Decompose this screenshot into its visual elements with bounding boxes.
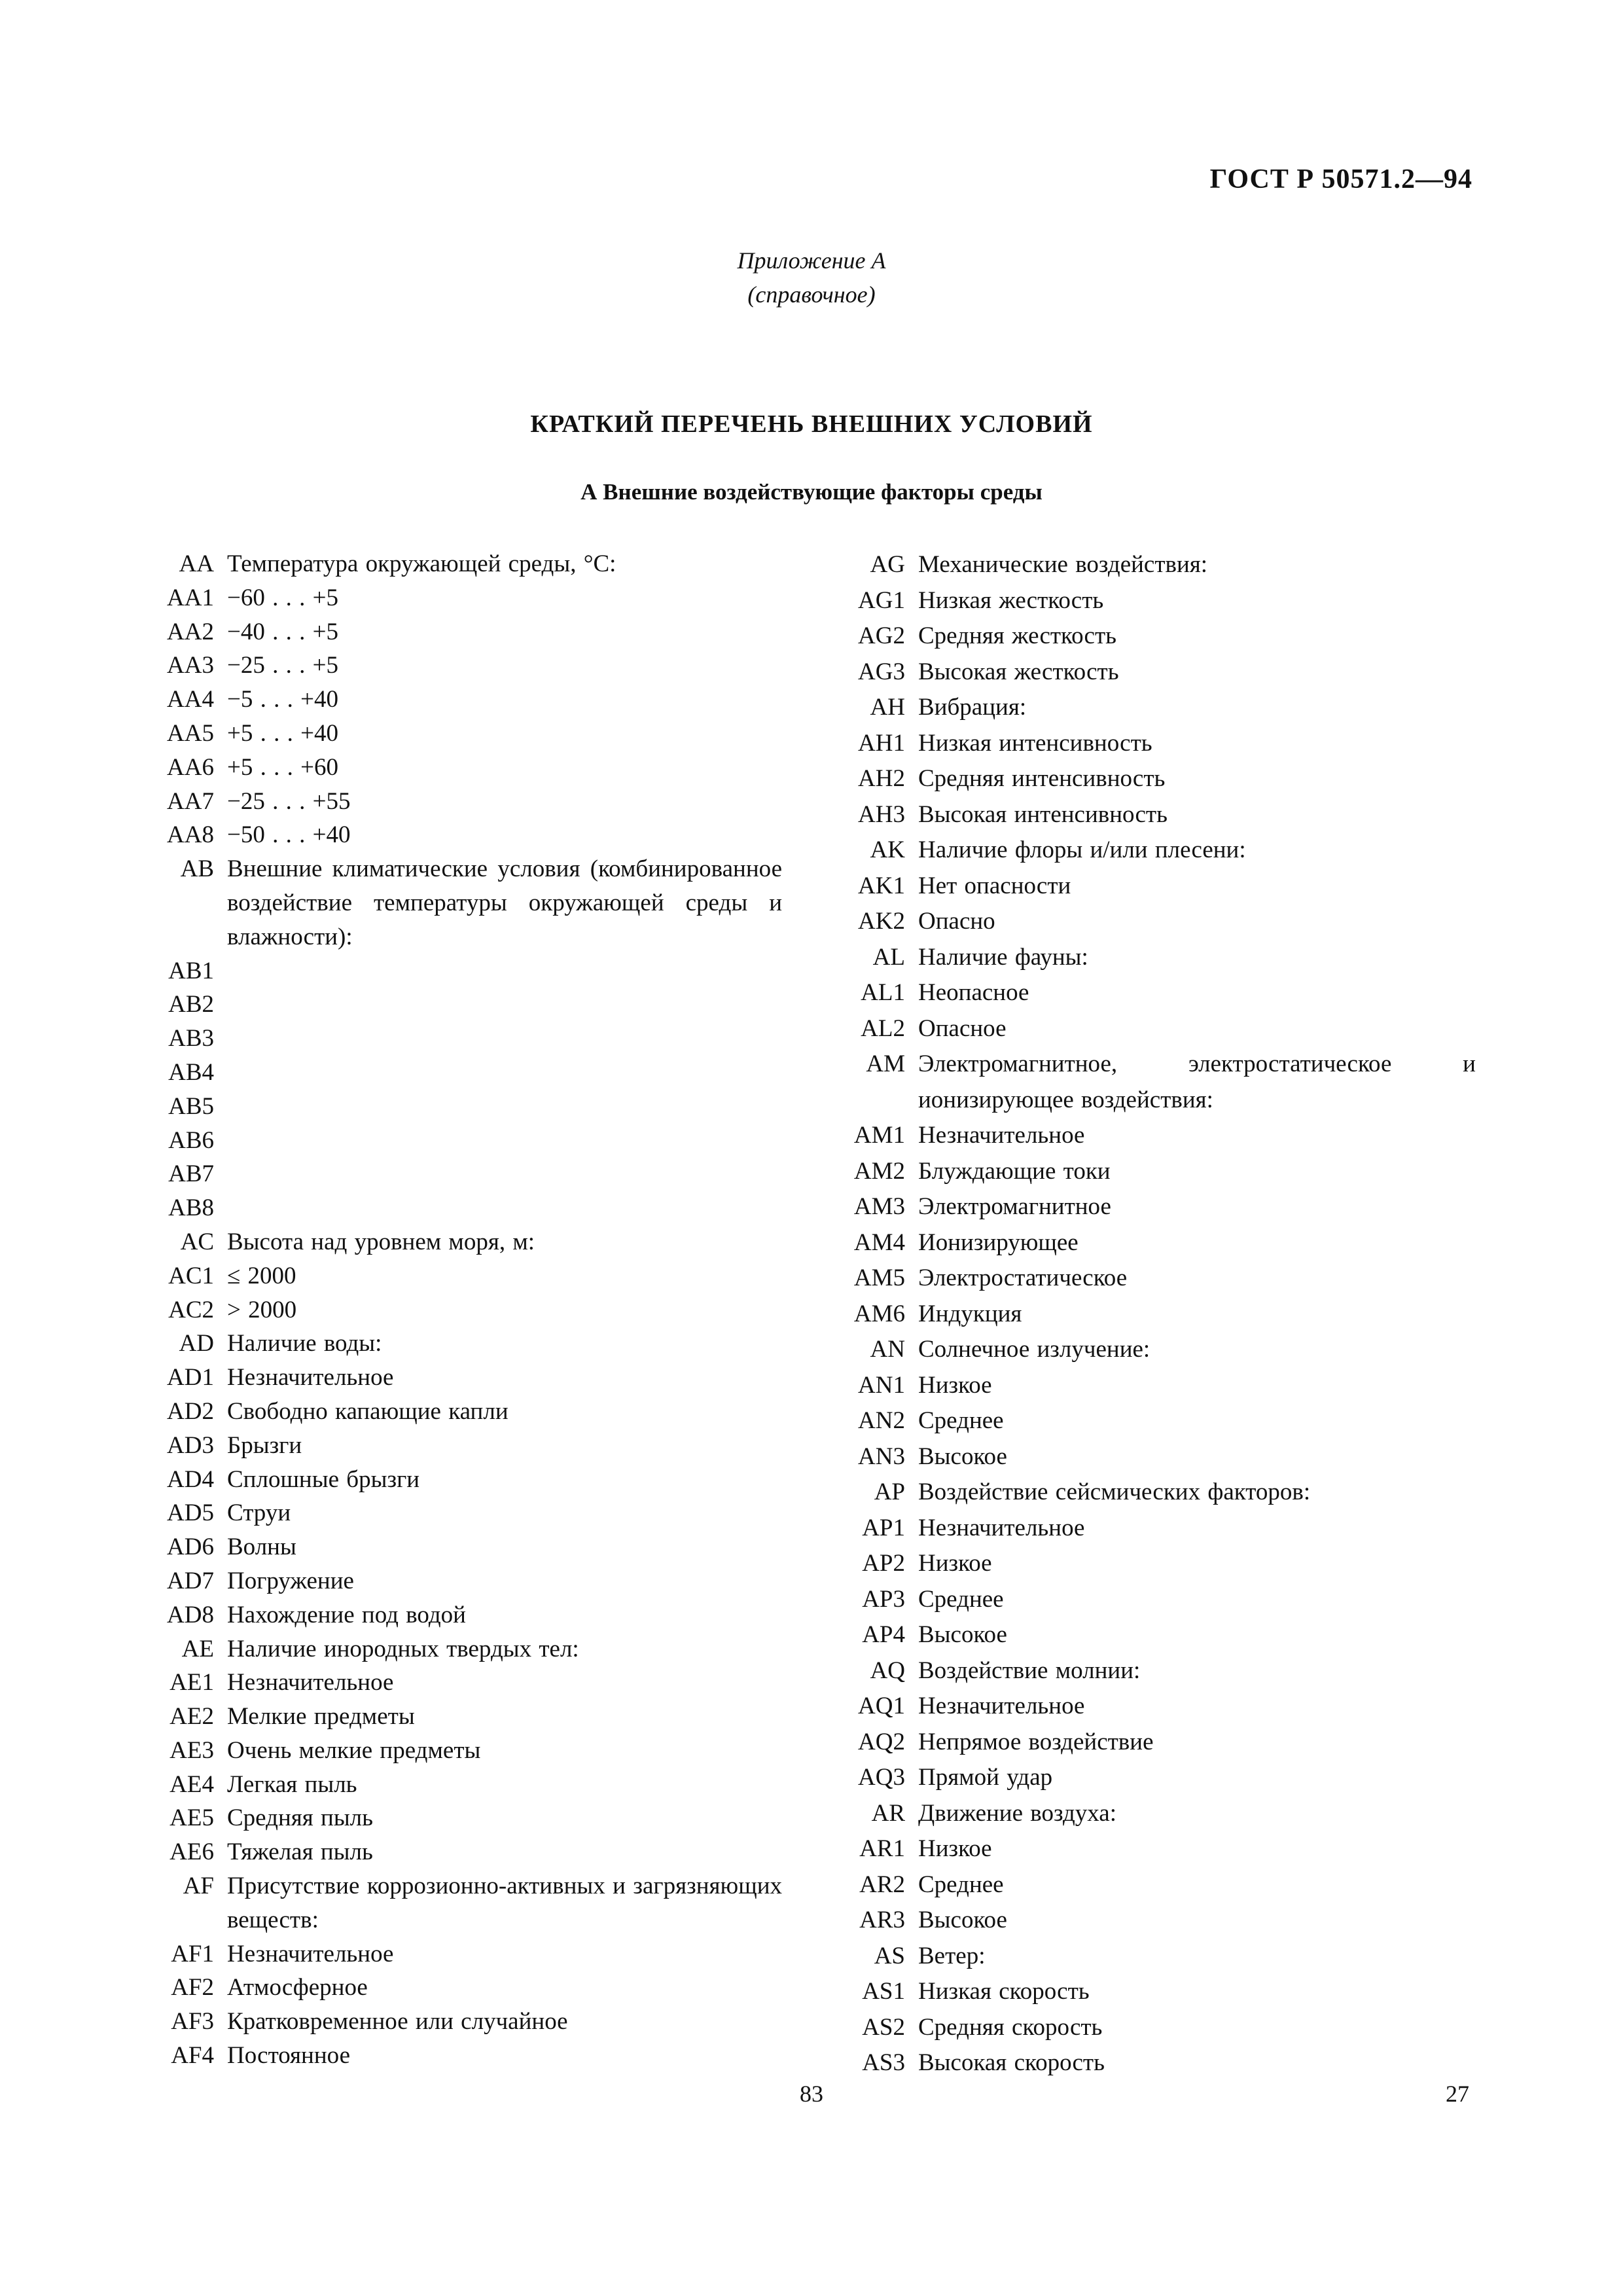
condition-code: AB8 — [168, 1194, 214, 1222]
condition-description — [227, 1090, 782, 1124]
condition-row — [841, 1867, 1476, 1903]
condition-code: AD7 — [167, 1567, 214, 1594]
condition-description: −25 . . . +5 — [227, 652, 338, 679]
condition-code: AM5 — [853, 1265, 905, 1291]
condition-description: +5 . . . +40 — [227, 719, 338, 747]
condition-row — [841, 1189, 1476, 1225]
condition-code: AR2 — [859, 1871, 905, 1898]
condition-description: Опасное — [918, 1014, 1007, 1042]
condition-code: AB3 — [168, 1025, 214, 1052]
condition-description: Низкая жесткость — [918, 586, 1104, 614]
condition-row — [154, 1022, 782, 1056]
condition-code: AL2 — [861, 1014, 905, 1042]
condition-row — [154, 1429, 782, 1463]
condition-code: AE5 — [169, 1804, 214, 1832]
condition-description: Механические воздействия: — [918, 551, 1208, 578]
condition-row — [841, 2010, 1476, 2046]
condition-code: AD3 — [167, 1431, 214, 1459]
condition-row — [154, 1801, 782, 1835]
condition-description: Прямой удар — [918, 1764, 1053, 1791]
condition-code: AM2 — [853, 1157, 905, 1185]
condition-code: AA4 — [167, 686, 214, 713]
condition-description: −40 . . . +5 — [227, 618, 338, 645]
condition-code: AN3 — [858, 1443, 905, 1470]
condition-description: Наличие воды: — [227, 1330, 382, 1357]
condition-code: AA — [179, 550, 214, 577]
condition-row — [841, 2045, 1476, 2081]
condition-row — [841, 1831, 1476, 1867]
condition-code: AP1 — [862, 1514, 905, 1541]
condition-description: Средняя скорость — [918, 2013, 1103, 2041]
left-column — [154, 547, 782, 2073]
condition-row — [154, 1564, 782, 1598]
condition-description: Наличие флоры и/или плесени: — [918, 836, 1246, 863]
condition-code: AQ2 — [858, 1728, 905, 1755]
condition-description: Кратковременное или случайное — [227, 2008, 568, 2036]
condition-description: Блуждающие токи — [918, 1157, 1111, 1185]
condition-code: AD8 — [167, 1601, 214, 1628]
condition-row — [841, 1332, 1476, 1368]
condition-row — [154, 717, 782, 751]
condition-code: AD5 — [167, 1499, 214, 1527]
condition-row — [841, 583, 1476, 619]
condition-code: AG — [870, 551, 905, 578]
appendix-label: Приложение А — [737, 247, 886, 274]
condition-code: AQ — [870, 1657, 905, 1684]
condition-row — [154, 581, 782, 615]
condition-code: AH3 — [858, 800, 905, 828]
condition-row — [841, 1154, 1476, 1190]
condition-description: Наличие фауны: — [918, 943, 1088, 971]
condition-description: Опасно — [918, 908, 995, 935]
condition-code: AS1 — [862, 1978, 905, 2005]
condition-description — [227, 1191, 782, 1225]
condition-code: AQ3 — [858, 1764, 905, 1791]
condition-description: Присутствие коррозионно-активных и загрязняющих веществ: — [227, 1873, 782, 1933]
condition-code: AK — [870, 836, 905, 863]
condition-description: Сплошные брызги — [227, 1465, 420, 1493]
condition-description: Нет опасности — [918, 872, 1071, 899]
condition-row — [841, 547, 1476, 583]
condition-code: AG2 — [858, 622, 905, 649]
condition-code: AA1 — [167, 584, 214, 611]
condition-row — [841, 1725, 1476, 1761]
condition-row — [841, 869, 1476, 905]
condition-description: Незначительное — [227, 1669, 394, 1696]
right-column — [841, 547, 1476, 2081]
condition-description: Внешние климатические условия (комбинированное воздействие температуры окружающей среды и влажности): — [227, 855, 782, 950]
condition-row — [154, 1937, 782, 1971]
condition-row — [154, 1700, 782, 1734]
condition-row — [154, 1124, 782, 1158]
condition-row — [154, 1971, 782, 2005]
condition-row — [154, 1463, 782, 1497]
condition-code: AS — [874, 1942, 905, 1969]
condition-code: AA7 — [167, 787, 214, 815]
condition-code: AD1 — [167, 1364, 214, 1391]
condition-description: Воздействие молнии: — [918, 1657, 1141, 1684]
condition-row — [154, 1361, 782, 1395]
condition-row — [154, 1768, 782, 1802]
condition-row — [841, 655, 1476, 691]
condition-row — [841, 1475, 1476, 1511]
condition-code: AG3 — [858, 658, 905, 685]
condition-description: Высокая жесткость — [918, 658, 1119, 685]
condition-code: AS2 — [862, 2013, 905, 2041]
condition-code: AN2 — [858, 1407, 905, 1434]
condition-row — [154, 1666, 782, 1700]
condition-code: AF1 — [171, 1940, 214, 1967]
condition-code: AN — [870, 1336, 905, 1363]
condition-description: Ветер: — [918, 1942, 986, 1969]
condition-description: Тяжелая пыль — [227, 1839, 373, 1866]
condition-code: AB — [180, 855, 214, 883]
condition-description: Струи — [227, 1499, 291, 1527]
condition-row — [841, 1439, 1476, 1475]
condition-description: +5 . . . +60 — [227, 753, 338, 781]
condition-description: Легкая пыль — [227, 1770, 357, 1798]
condition-code: AE6 — [169, 1839, 214, 1866]
condition-code: AB1 — [168, 957, 214, 984]
condition-code: AP4 — [862, 1621, 905, 1648]
condition-row — [841, 1939, 1476, 1975]
condition-code: AF2 — [171, 1974, 214, 2001]
condition-description: Температура окружающей среды, °С: — [227, 550, 616, 577]
condition-code: AC2 — [168, 1296, 214, 1323]
condition-row — [841, 1118, 1476, 1154]
condition-row — [841, 1653, 1476, 1689]
condition-code: AS3 — [862, 2049, 905, 2076]
condition-code: AA5 — [167, 719, 214, 747]
condition-description — [227, 1157, 782, 1191]
condition-code: AP — [874, 1479, 905, 1505]
condition-description: Высокое — [918, 1621, 1007, 1648]
page-number-right: 27 — [1446, 2081, 1469, 2107]
condition-code: AB2 — [168, 991, 214, 1018]
condition-code: AF4 — [171, 2042, 214, 2070]
condition-row — [154, 785, 782, 819]
condition-description: Постоянное — [227, 2042, 351, 2070]
condition-row — [154, 1157, 782, 1191]
condition-code: AE — [181, 1635, 214, 1662]
condition-description — [227, 1056, 782, 1090]
condition-row — [841, 619, 1476, 655]
condition-row — [154, 1191, 782, 1225]
condition-row — [154, 1632, 782, 1666]
condition-description: Электромагнитное, электростатическое и ионизирующее воздействия: — [918, 1050, 1476, 1113]
condition-row — [841, 1760, 1476, 1796]
condition-code: AD — [179, 1330, 214, 1357]
standard-code: ГОСТ Р 50571.2—94 — [1209, 164, 1472, 194]
condition-code: AB4 — [168, 1058, 214, 1086]
condition-row — [154, 954, 782, 988]
condition-row — [154, 1734, 782, 1768]
condition-description: −60 . . . +5 — [227, 584, 338, 611]
condition-description: Среднее — [918, 1585, 1004, 1613]
condition-row — [154, 1056, 782, 1090]
condition-code: AC1 — [168, 1262, 214, 1289]
condition-row — [841, 904, 1476, 940]
condition-code: AR1 — [859, 1835, 905, 1862]
condition-code: AE1 — [169, 1669, 214, 1696]
condition-row — [841, 1796, 1476, 1832]
condition-description: ≤ 2000 — [227, 1262, 296, 1289]
condition-row — [154, 547, 782, 581]
page-number-center: 83 — [800, 2081, 823, 2107]
condition-row — [841, 1689, 1476, 1725]
condition-row — [841, 975, 1476, 1011]
condition-description: Высокая интенсивность — [918, 800, 1168, 828]
condition-code: AA3 — [167, 652, 214, 679]
condition-code: AE4 — [169, 1770, 214, 1798]
condition-description — [227, 988, 782, 1022]
condition-description: Мелкие предметы — [227, 1703, 415, 1731]
condition-description: Погружение — [227, 1567, 354, 1594]
condition-row — [154, 751, 782, 785]
condition-description — [227, 1022, 782, 1056]
condition-description: Солнечное излучение: — [918, 1336, 1150, 1363]
condition-row — [841, 940, 1476, 976]
condition-description: Незначительное — [918, 1514, 1085, 1541]
condition-row — [841, 1582, 1476, 1618]
condition-row — [154, 818, 782, 852]
condition-code: AH — [870, 694, 905, 721]
condition-row — [154, 1225, 782, 1259]
condition-row — [841, 1261, 1476, 1297]
condition-row — [841, 1403, 1476, 1439]
condition-description: Вибрация: — [918, 694, 1027, 721]
condition-row — [154, 1395, 782, 1429]
condition-row — [841, 1617, 1476, 1653]
condition-description: Низкое — [918, 1371, 992, 1399]
condition-code: AA2 — [167, 618, 214, 645]
condition-code: AM3 — [853, 1193, 905, 1220]
condition-row — [154, 2039, 782, 2073]
condition-row — [154, 2005, 782, 2039]
condition-row — [154, 1496, 782, 1530]
condition-description: Волны — [227, 1534, 296, 1561]
condition-row — [154, 1598, 782, 1632]
condition-description: Незначительное — [918, 1122, 1085, 1149]
condition-code: AG1 — [858, 586, 905, 614]
condition-row — [841, 1011, 1476, 1047]
condition-row — [841, 797, 1476, 833]
condition-code: AP2 — [862, 1550, 905, 1577]
condition-row — [154, 1259, 782, 1293]
condition-description: Нахождение под водой — [227, 1601, 466, 1628]
condition-row — [154, 988, 782, 1022]
condition-row — [154, 1835, 782, 1869]
condition-description: Среднее — [918, 1407, 1004, 1434]
condition-code: AB7 — [168, 1160, 214, 1188]
appendix-heading — [0, 243, 1623, 312]
condition-description: Незначительное — [918, 1693, 1085, 1719]
condition-row — [841, 1974, 1476, 2010]
condition-description: Высокое — [918, 1907, 1007, 1933]
condition-description: Низкая интенсивность — [918, 729, 1152, 757]
condition-description: Атмосферное — [227, 1974, 368, 2001]
condition-code: AB6 — [168, 1126, 214, 1154]
condition-row — [154, 1327, 782, 1361]
condition-code: AH2 — [858, 765, 905, 792]
condition-row — [154, 683, 782, 717]
condition-row — [154, 615, 782, 649]
condition-code: AE3 — [169, 1736, 214, 1764]
condition-row — [841, 1047, 1476, 1118]
condition-code: AD6 — [167, 1534, 214, 1561]
condition-description: −5 . . . +40 — [227, 686, 338, 713]
condition-description — [227, 954, 782, 988]
condition-code: AQ1 — [858, 1693, 905, 1719]
condition-description: −25 . . . +55 — [227, 787, 351, 815]
condition-description: Непрямое воздействие — [918, 1728, 1154, 1755]
condition-row — [154, 1090, 782, 1124]
condition-row — [841, 833, 1476, 869]
condition-code: AC — [180, 1228, 214, 1255]
condition-row — [841, 761, 1476, 797]
condition-description: Средняя интенсивность — [918, 765, 1166, 792]
condition-description: Высокое — [918, 1443, 1007, 1470]
condition-description: Наличие инородных твердых тел: — [227, 1635, 579, 1662]
condition-description — [227, 1124, 782, 1158]
section-subtitle: А Внешние воздействующие факторы среды — [580, 479, 1043, 505]
condition-row — [841, 690, 1476, 726]
condition-description: Средняя жесткость — [918, 622, 1117, 649]
condition-code: AM — [866, 1050, 905, 1077]
condition-code: AR3 — [859, 1907, 905, 1933]
condition-description: Индукция — [918, 1300, 1022, 1327]
condition-row — [154, 649, 782, 683]
condition-description: Средняя пыль — [227, 1804, 374, 1832]
document-title: КРАТКИЙ ПЕРЕЧЕНЬ ВНЕШНИХ УСЛОВИЙ — [530, 410, 1093, 438]
condition-row — [841, 1368, 1476, 1404]
condition-row — [841, 1225, 1476, 1261]
condition-row — [154, 1530, 782, 1564]
condition-row — [154, 1869, 782, 1937]
condition-row — [841, 1546, 1476, 1582]
condition-description: Незначительное — [227, 1364, 394, 1391]
condition-code: AF3 — [171, 2008, 214, 2036]
condition-code: AK1 — [858, 872, 905, 899]
condition-description: Среднее — [918, 1871, 1004, 1898]
condition-code: AP3 — [862, 1585, 905, 1613]
condition-description: Высокая скорость — [918, 2049, 1105, 2076]
condition-description: > 2000 — [227, 1296, 297, 1323]
condition-code: AA8 — [167, 821, 214, 849]
condition-description: Брызги — [227, 1431, 302, 1459]
condition-code: AK2 — [858, 908, 905, 935]
condition-description: Низкое — [918, 1835, 992, 1862]
condition-code: AM1 — [853, 1122, 905, 1149]
condition-description: Очень мелкие предметы — [227, 1736, 481, 1764]
condition-code: AM4 — [853, 1229, 905, 1256]
condition-description: Незначительное — [227, 1940, 394, 1967]
condition-code: AL — [872, 943, 905, 971]
condition-row — [154, 852, 782, 954]
condition-row — [841, 726, 1476, 762]
condition-row — [841, 1903, 1476, 1939]
condition-description: Воздействие сейсмических факторов: — [918, 1479, 1311, 1505]
condition-row — [154, 1293, 782, 1327]
condition-code: AR — [871, 1799, 905, 1827]
condition-row — [841, 1511, 1476, 1547]
condition-description: Свободно капающие капли — [227, 1397, 508, 1425]
condition-description: −50 . . . +40 — [227, 821, 351, 849]
condition-description: Неопасное — [918, 979, 1029, 1006]
condition-description: Ионизирующее — [918, 1229, 1079, 1256]
condition-code: AN1 — [858, 1371, 905, 1399]
condition-code: AH1 — [858, 729, 905, 757]
condition-code: AF — [183, 1873, 214, 1900]
condition-description: Высота над уровнем моря, м: — [227, 1228, 535, 1255]
appendix-type: (справочное) — [747, 281, 876, 308]
condition-code: AA6 — [167, 753, 214, 781]
condition-description: Низкое — [918, 1550, 992, 1577]
condition-code: AM6 — [853, 1300, 905, 1327]
condition-code: AL1 — [861, 979, 905, 1006]
condition-code: AD2 — [167, 1397, 214, 1425]
condition-description: Электромагнитное — [918, 1193, 1111, 1220]
condition-code: AB5 — [168, 1092, 214, 1120]
condition-code: AE2 — [169, 1703, 214, 1731]
condition-description: Движение воздуха: — [918, 1799, 1116, 1827]
condition-row — [841, 1297, 1476, 1333]
condition-code: AD4 — [167, 1465, 214, 1493]
condition-description: Электростатическое — [918, 1265, 1128, 1291]
condition-description: Низкая скорость — [918, 1978, 1090, 2005]
